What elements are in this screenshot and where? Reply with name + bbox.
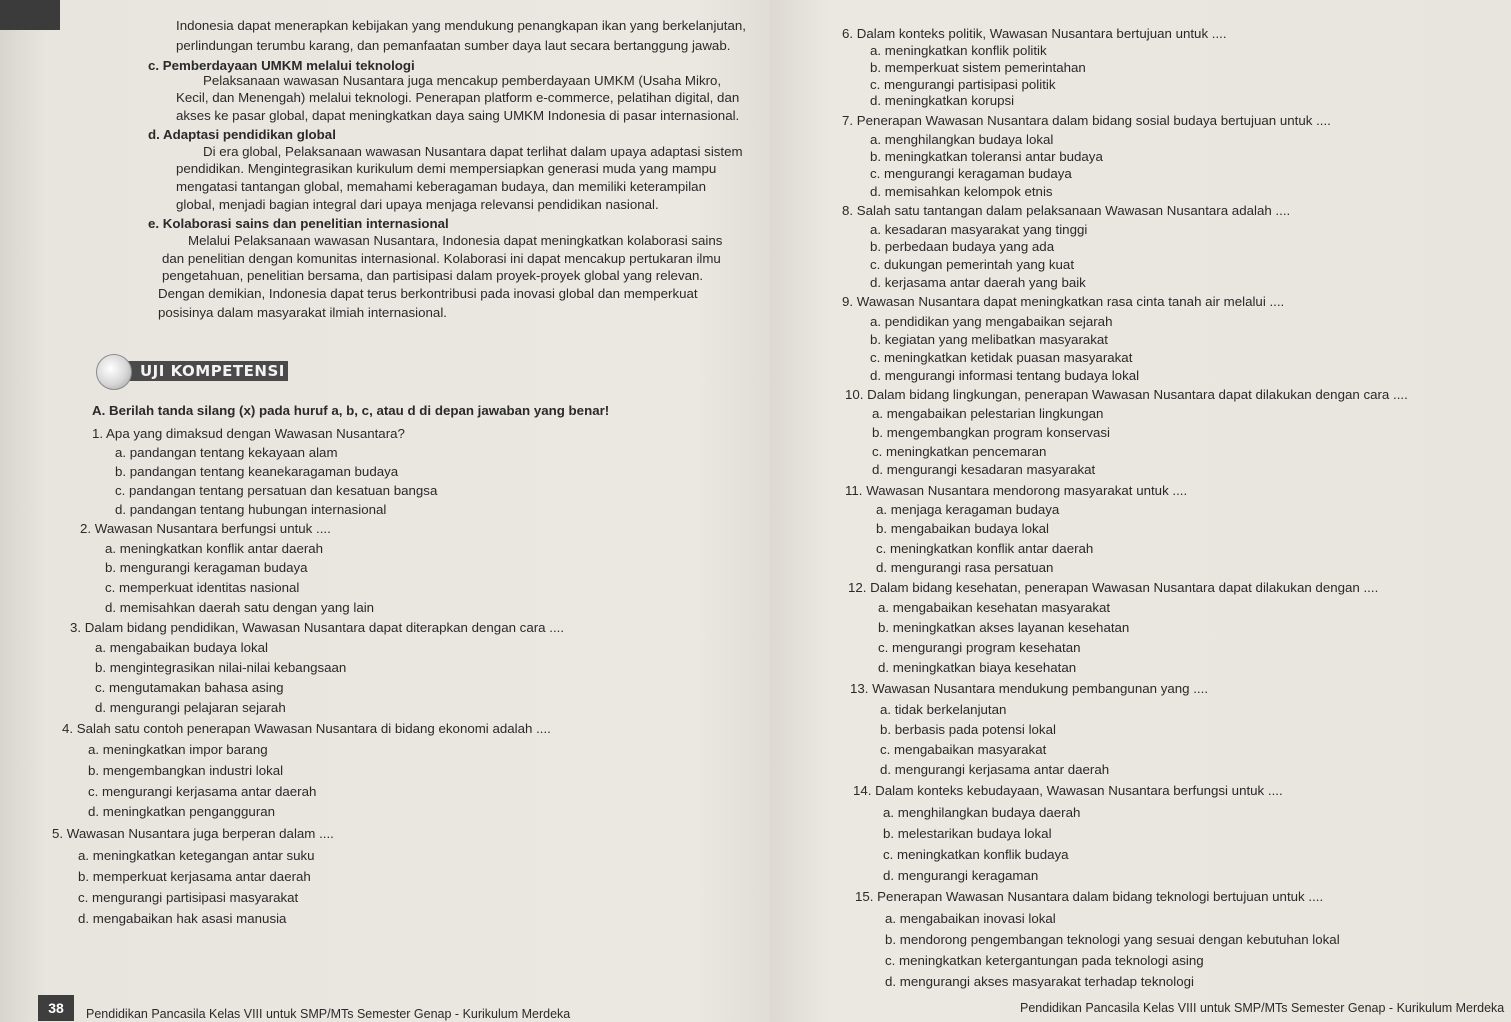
question: 15. Penerapan Wawasan Nusantara dalam bidang teknologi bertujuan untuk .... — [855, 889, 1324, 904]
option: c. pandangan tentang persatuan dan kesatuan bangsa — [115, 483, 438, 498]
option: b. mengurangi keragaman budaya — [105, 560, 308, 575]
option: c. meningkatkan ketergantungan pada teknologi asing — [885, 953, 1204, 968]
left-footer: Pendidikan Pancasila Kelas VIII untuk SMP/MTs Semester Genap - Kurikulum Merdeka — [86, 1007, 571, 1021]
option: d. memisahkan kelompok etnis — [870, 184, 1053, 199]
option: d. pandangan tentang hubungan internasional — [115, 502, 387, 517]
question: 14. Dalam konteks kebudayaan, Wawasan Nusantara berfungsi untuk .... — [853, 783, 1283, 798]
question: 12. Dalam bidang kesehatan, penerapan Wawasan Nusantara dapat dilakukan dengan .... — [848, 580, 1379, 595]
question: 1. Apa yang dimaksud dengan Wawasan Nusantara? — [92, 426, 405, 441]
option: c. meningkatkan ketidak puasan masyarakat — [870, 350, 1133, 365]
uji-kompetensi-badge — [96, 354, 292, 388]
option: b. pandangan tentang keanekaragaman budaya — [115, 464, 399, 479]
intro-line: perlindungan terumbu karang, dan pemanfaatan sumber daya laut secara bertanggung jawab. — [176, 38, 731, 53]
option: d. mengurangi pelajaran sejarah — [95, 700, 286, 715]
section-d-line: pendidikan. Mengintegrasikan kurikulum demi mempersiapkan generasi muda yang mampu — [176, 161, 717, 176]
option: d. memisahkan daerah satu dengan yang lain — [105, 600, 375, 615]
option: a. mengabaikan pelestarian lingkungan — [872, 406, 1104, 421]
option: c. meningkatkan konflik budaya — [883, 847, 1069, 862]
option: b. mengembangkan industri lokal — [88, 763, 284, 778]
option: c. mengurangi keragaman budaya — [870, 166, 1072, 181]
option: a. meningkatkan impor barang — [88, 742, 268, 757]
badge-circle-icon — [96, 354, 132, 390]
option: c. mengurangi partisipasi politik — [870, 77, 1056, 92]
option: b. memperkuat sistem pemerintahan — [870, 60, 1086, 75]
option: a. kesadaran masyarakat yang tinggi — [870, 222, 1088, 237]
question: 11. Wawasan Nusantara mendorong masyarakat untuk .... — [845, 483, 1188, 498]
option: c. memperkuat identitas nasional — [105, 580, 300, 595]
badge-title: UJI KOMPETENSI — [112, 361, 288, 381]
section-e-line: pengetahuan, penelitian bersama, dan partisipasi dalam proyek-proyek global yang relevan. — [162, 268, 704, 283]
section-e-line: Melalui Pelaksanaan wawasan Nusantara, Indonesia dapat meningkatkan kolaborasi sains — [188, 233, 723, 248]
option: c. mengurangi partisipasi masyarakat — [78, 890, 299, 905]
question: 13. Wawasan Nusantara mendukung pembangunan yang .... — [850, 681, 1209, 696]
option: a. meningkatkan konflik antar daerah — [105, 541, 324, 556]
option: a. tidak berkelanjutan — [880, 702, 1007, 717]
page-corner-mark — [0, 0, 60, 30]
option: c. mengutamakan bahasa asing — [95, 680, 284, 695]
question: 10. Dalam bidang lingkungan, penerapan Wawasan Nusantara dapat dilakukan dengan cara .... — [845, 387, 1408, 402]
option: a. mengabaikan inovasi lokal — [885, 911, 1056, 926]
section-c-line: akses ke pasar global, dapat meningkatkan daya saing UMKM Indonesia di pasar internasional. — [176, 108, 740, 123]
option: a. menjaga keragaman budaya — [876, 502, 1060, 517]
option: c. mengabaikan masyarakat — [880, 742, 1047, 757]
option: d. mengurangi keragaman — [883, 868, 1039, 883]
option: a. mengabaikan budaya lokal — [95, 640, 268, 655]
option: d. mengurangi informasi tentang budaya lokal — [870, 368, 1140, 383]
option: b. melestarikan budaya lokal — [883, 826, 1052, 841]
option: d. mengurangi rasa persatuan — [876, 560, 1054, 575]
instruction: A. Berilah tanda silang (x) pada huruf a, b, c, atau d di depan jawaban yang benar! — [92, 403, 610, 418]
option: d. kerjasama antar daerah yang baik — [870, 275, 1086, 290]
option: a. mengabaikan kesehatan masyarakat — [878, 600, 1111, 615]
option: a. menghilangkan budaya daerah — [883, 805, 1081, 820]
option: a. pandangan tentang kekayaan alam — [115, 445, 338, 460]
option: d. meningkatkan korupsi — [870, 93, 1015, 108]
option: d. meningkatkan biaya kesehatan — [878, 660, 1077, 675]
question: 2. Wawasan Nusantara berfungsi untuk .... — [80, 521, 331, 536]
section-d-line: global, menjadi bagian integral dari upaya menjaga relevansi pendidikan nasional. — [176, 197, 659, 212]
section-d-line: mengatasi tantangan global, memahami keberagaman budaya, dan memiliki keterampilan — [176, 179, 706, 194]
option: c. mengurangi kerjasama antar daerah — [88, 784, 317, 799]
option: d. meningkatkan pengangguran — [88, 804, 276, 819]
option: d. mengurangi kerjasama antar daerah — [880, 762, 1110, 777]
option: b. kegiatan yang melibatkan masyarakat — [870, 332, 1108, 347]
question: 9. Wawasan Nusantara dapat meningkatkan rasa cinta tanah air melalui .... — [842, 294, 1285, 309]
option: b. meningkatkan akses layanan kesehatan — [878, 620, 1130, 635]
option: b. meningkatkan toleransi antar budaya — [870, 149, 1103, 164]
page-number: 38 — [38, 995, 74, 1021]
section-e-line: dan penelitian dengan komunitas internasional. Kolaborasi ini dapat mencakup pertukaran ilmu — [162, 251, 721, 266]
option: b. mengabaikan budaya lokal — [876, 521, 1049, 536]
question: 5. Wawasan Nusantara juga berperan dalam .... — [52, 826, 334, 841]
question: 6. Dalam konteks politik, Wawasan Nusantara bertujuan untuk .... — [842, 26, 1227, 41]
question: 7. Penerapan Wawasan Nusantara dalam bidang sosial budaya bertujuan untuk .... — [842, 113, 1331, 128]
option: c. mengurangi program kesehatan — [878, 640, 1081, 655]
question: 3. Dalam bidang pendidikan, Wawasan Nusantara dapat diterapkan dengan cara .... — [70, 620, 565, 635]
section-d-heading: d. Adaptasi pendidikan global — [148, 127, 336, 142]
section-c-heading: c. Pemberdayaan UMKM melalui teknologi — [148, 58, 415, 73]
question: 8. Salah satu tantangan dalam pelaksanaan Wawasan Nusantara adalah .... — [842, 203, 1291, 218]
section-e-heading: e. Kolaborasi sains dan penelitian internasional — [148, 216, 449, 231]
option: b. berbasis pada potensi lokal — [880, 722, 1056, 737]
option: b. mengembangkan program konservasi — [872, 425, 1110, 440]
option: a. meningkatkan konflik politik — [870, 43, 1047, 58]
option: c. meningkatkan pencemaran — [872, 444, 1047, 459]
option: d. mengurangi kesadaran masyarakat — [872, 462, 1096, 477]
option: a. pendidikan yang mengabaikan sejarah — [870, 314, 1113, 329]
option: b. perbedaan budaya yang ada — [870, 239, 1055, 254]
option: c. meningkatkan konflik antar daerah — [876, 541, 1094, 556]
option: a. menghilangkan budaya lokal — [870, 132, 1054, 147]
option: b. mendorong pengembangan teknologi yang sesuai dengan kebutuhan lokal — [885, 932, 1340, 947]
section-e-line: Dengan demikian, Indonesia dapat terus berkontribusi pada inovasi global dan memperkuat — [158, 286, 698, 301]
option: a. meningkatkan ketegangan antar suku — [78, 848, 315, 863]
right-footer: Pendidikan Pancasila Kelas VIII untuk SMP/MTs Semester Genap - Kurikulum Merdeka — [1020, 1001, 1505, 1015]
option: c. dukungan pemerintah yang kuat — [870, 257, 1075, 272]
intro-line: Indonesia dapat menerapkan kebijakan yang mendukung penangkapan ikan yang berkelanjutan, — [176, 18, 746, 33]
section-e-line: posisinya dalam masyarakat ilmiah internasional. — [158, 305, 447, 320]
section-d-line: Di era global, Pelaksanaan wawasan Nusantara dapat terlihat dalam upaya adaptasi sistem — [203, 144, 743, 159]
question: 4. Salah satu contoh penerapan Wawasan Nusantara di bidang ekonomi adalah .... — [62, 721, 551, 736]
section-c-line: Kecil, dan Menengah) melalui teknologi. Penerapan platform e-commerce, pelatihan digital, dan — [176, 90, 740, 105]
section-c-line: Pelaksanaan wawasan Nusantara juga mencakup pemberdayaan UMKM (Usaha Mikro, — [203, 73, 722, 88]
option: d. mengurangi akses masyarakat terhadap teknologi — [885, 974, 1194, 989]
option: b. mengintegrasikan nilai-nilai kebangsaan — [95, 660, 347, 675]
option: d. mengabaikan hak asasi manusia — [78, 911, 287, 926]
option: b. memperkuat kerjasama antar daerah — [78, 869, 311, 884]
